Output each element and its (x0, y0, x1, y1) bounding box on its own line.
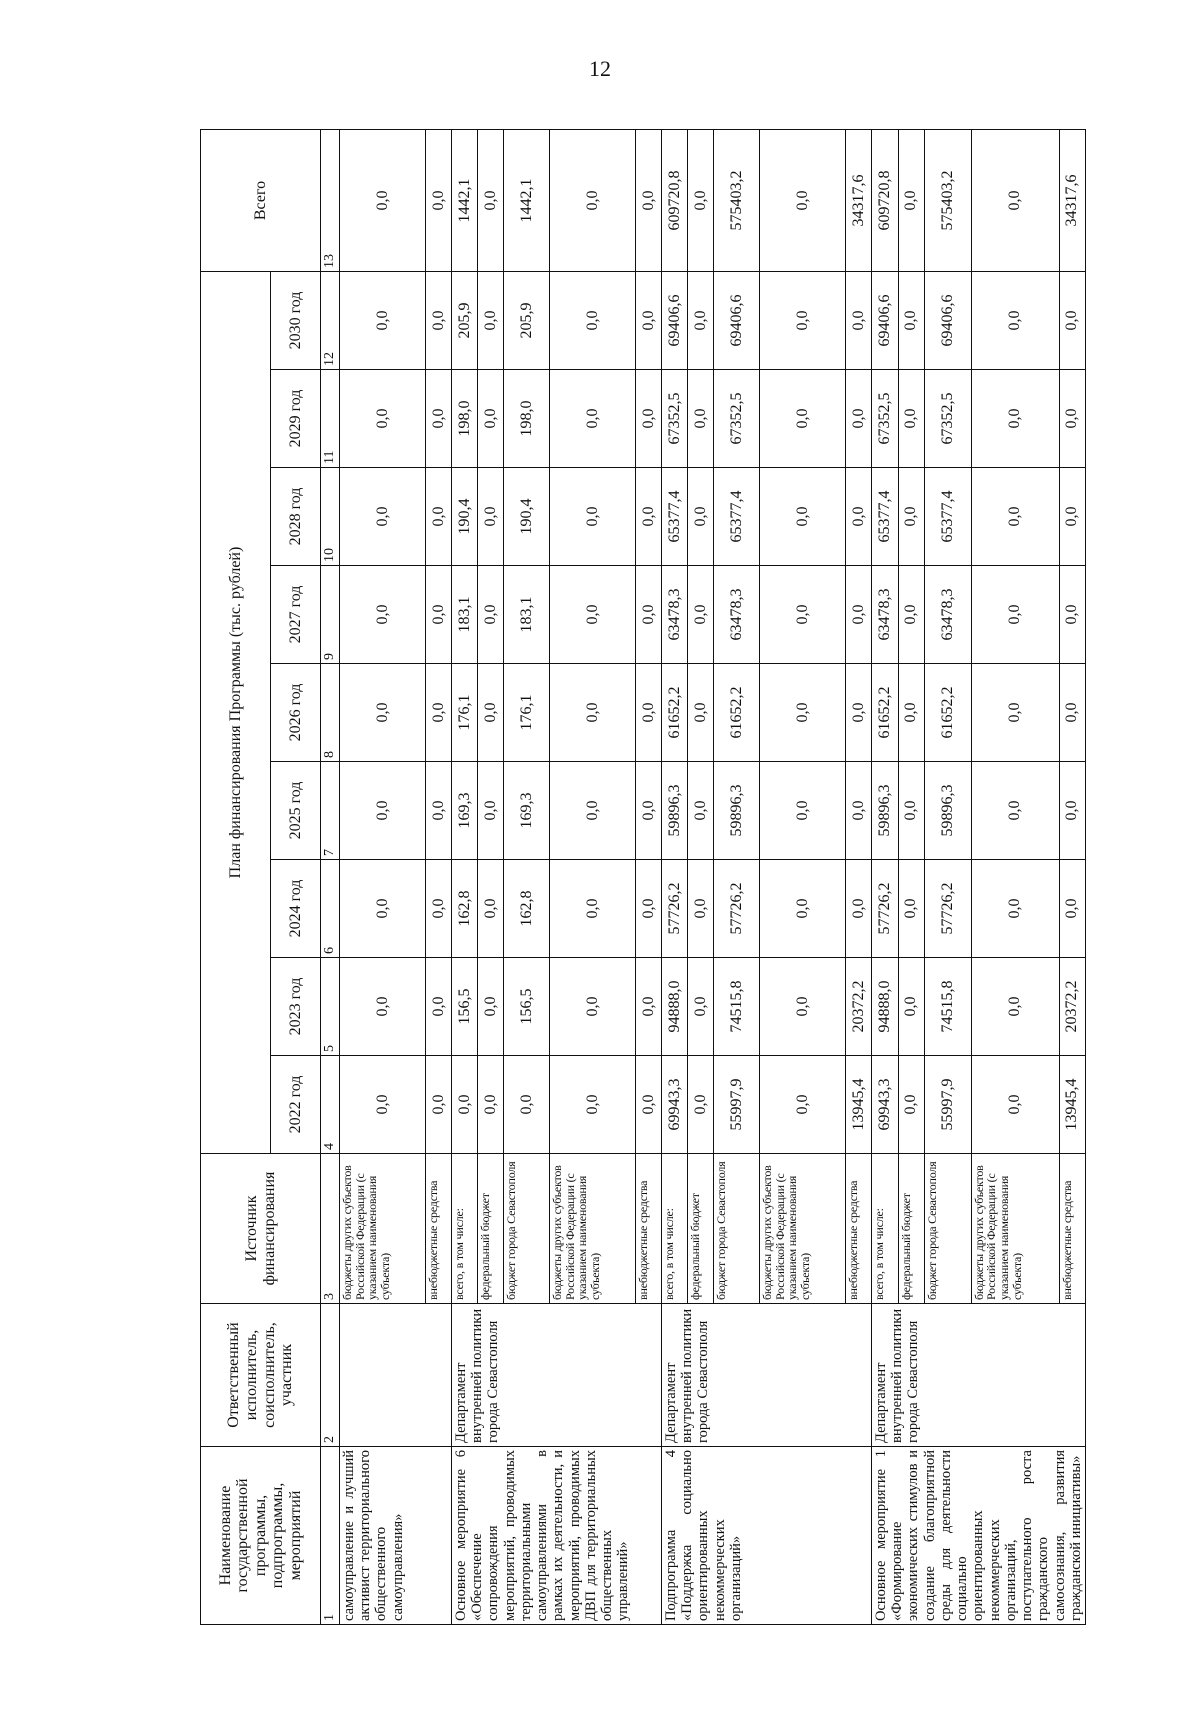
year-value-cell: 0,0 (688, 762, 714, 860)
program-name-cell: Основное мероприятие 6 «Обеспечение сопровождения мероприятий, проводимых территориальными самоуправлениями в рамках их деятельности, и мероприятий, проводимых ДВП для территориальных общественных управлений» (452, 1447, 662, 1625)
year-value-cell: 0,0 (846, 566, 872, 664)
year-value-cell: 0,0 (340, 860, 426, 958)
year-value-cell: 0,0 (478, 468, 504, 566)
total-value-cell: 0,0 (688, 129, 714, 271)
year-value-cell: 198,0 (452, 370, 478, 468)
year-value-cell: 20372,2 (1059, 958, 1086, 1056)
header-year: 2025 год (271, 762, 321, 860)
year-value-cell: 0,0 (550, 1056, 636, 1154)
total-value-cell: 0,0 (971, 129, 1059, 271)
year-value-cell: 0,0 (340, 762, 426, 860)
year-value-cell: 0,0 (478, 370, 504, 468)
year-value-cell: 0,0 (688, 468, 714, 566)
funding-source-cell: федеральный бюджет (688, 1154, 714, 1304)
funding-source-cell: всего, в том числе: (452, 1154, 478, 1304)
year-value-cell: 162,8 (504, 860, 550, 958)
year-value-cell: 0,0 (760, 958, 846, 1056)
column-number: 5 (321, 958, 340, 1056)
year-value-cell: 0,0 (760, 271, 846, 369)
year-value-cell: 0,0 (760, 468, 846, 566)
table-row (452, 129, 478, 1624)
year-value-cell: 65377,4 (714, 468, 760, 566)
year-value-cell: 69943,3 (662, 1056, 688, 1154)
year-value-cell: 0,0 (636, 566, 662, 664)
year-value-cell: 13945,4 (1059, 1056, 1086, 1154)
year-value-cell: 169,3 (504, 762, 550, 860)
year-value-cell: 162,8 (452, 860, 478, 958)
year-value-cell: 0,0 (636, 468, 662, 566)
year-value-cell: 0,0 (478, 762, 504, 860)
year-value-cell: 0,0 (688, 1056, 714, 1154)
year-value-cell: 0,0 (340, 958, 426, 1056)
total-value-cell: 34317,6 (1059, 129, 1086, 271)
year-value-cell: 94888,0 (662, 958, 688, 1056)
year-value-cell: 0,0 (426, 271, 452, 369)
year-value-cell: 0,0 (971, 664, 1059, 762)
year-value-cell: 0,0 (898, 566, 925, 664)
year-value-cell: 0,0 (971, 566, 1059, 664)
total-value-cell: 1442,1 (452, 129, 478, 271)
year-value-cell: 0,0 (898, 664, 925, 762)
year-value-cell: 74515,8 (714, 958, 760, 1056)
year-value-cell: 205,9 (504, 271, 550, 369)
year-value-cell: 69406,6 (925, 271, 972, 369)
year-value-cell: 65377,4 (662, 468, 688, 566)
year-value-cell: 67352,5 (925, 370, 972, 468)
year-value-cell: 0,0 (846, 762, 872, 860)
header-year: 2026 год (271, 664, 321, 762)
year-value-cell: 0,0 (971, 271, 1059, 369)
year-value-cell: 0,0 (1059, 664, 1086, 762)
header-source: Источник финансирования (201, 1154, 321, 1304)
funding-source-cell: федеральный бюджет (898, 1154, 925, 1304)
executor-cell: Департамент внутренней политики города Севастополя (872, 1304, 1086, 1447)
year-value-cell: 0,0 (478, 958, 504, 1056)
year-value-cell: 63478,3 (714, 566, 760, 664)
year-value-cell: 0,0 (760, 370, 846, 468)
year-value-cell: 0,0 (636, 958, 662, 1056)
year-value-cell: 55997,9 (925, 1056, 972, 1154)
year-value-cell: 0,0 (478, 1056, 504, 1154)
year-value-cell: 0,0 (846, 860, 872, 958)
column-number: 6 (321, 860, 340, 958)
year-value-cell: 57726,2 (872, 860, 899, 958)
year-value-cell: 63478,3 (925, 566, 972, 664)
year-value-cell: 0,0 (426, 1056, 452, 1154)
year-value-cell: 0,0 (550, 664, 636, 762)
year-value-cell: 63478,3 (872, 566, 899, 664)
year-value-cell: 183,1 (452, 566, 478, 664)
year-value-cell: 0,0 (971, 958, 1059, 1056)
year-value-cell: 0,0 (636, 860, 662, 958)
total-value-cell: 1442,1 (504, 129, 550, 271)
page-number: 12 (589, 56, 611, 81)
year-value-cell: 69406,6 (872, 271, 899, 369)
year-value-cell: 0,0 (1059, 271, 1086, 369)
year-value-cell: 69406,6 (662, 271, 688, 369)
year-value-cell: 190,4 (504, 468, 550, 566)
funding-source-cell: бюджет города Севастополя (714, 1154, 760, 1304)
table-header (201, 129, 340, 1624)
year-value-cell: 0,0 (1059, 370, 1086, 468)
year-value-cell: 176,1 (452, 664, 478, 762)
year-value-cell: 59896,3 (662, 762, 688, 860)
year-value-cell: 0,0 (971, 370, 1059, 468)
column-number: 4 (321, 1056, 340, 1154)
year-value-cell: 0,0 (1059, 468, 1086, 566)
year-value-cell: 0,0 (550, 566, 636, 664)
year-value-cell: 0,0 (426, 566, 452, 664)
funding-source-cell: внебюджетные средства (1059, 1154, 1086, 1304)
program-name-cell: самоуправление и лучший активист территориального общественного самоуправления» (340, 1447, 452, 1625)
year-value-cell: 0,0 (688, 958, 714, 1056)
column-number: 1 (321, 1447, 340, 1625)
funding-source-cell: бюджеты других субъектов Российской Федерации (с указанием наименования субъекта) (340, 1154, 426, 1304)
year-value-cell: 0,0 (340, 271, 426, 369)
year-value-cell: 0,0 (898, 468, 925, 566)
header-year: 2023 год (271, 958, 321, 1056)
year-value-cell: 0,0 (550, 860, 636, 958)
funding-source-cell: бюджет города Севастополя (504, 1154, 550, 1304)
year-value-cell: 59896,3 (872, 762, 899, 860)
total-value-cell: 575403,2 (714, 129, 760, 271)
header-year: 2024 год (271, 860, 321, 958)
year-value-cell: 0,0 (688, 664, 714, 762)
column-number: 10 (321, 468, 340, 566)
year-value-cell: 0,0 (971, 762, 1059, 860)
header-executor: Ответственный исполнитель, соисполнитель, участник (201, 1304, 321, 1447)
year-value-cell: 0,0 (550, 468, 636, 566)
year-value-cell: 190,4 (452, 468, 478, 566)
header-year: 2028 год (271, 468, 321, 566)
header-total: Всего (201, 129, 321, 271)
year-value-cell: 0,0 (898, 271, 925, 369)
total-value-cell: 0,0 (898, 129, 925, 271)
header-name: Наименование государственной программы, подпрограммы, мероприятий (201, 1447, 321, 1625)
year-value-cell: 0,0 (340, 664, 426, 762)
rotated-table-container (200, 130, 1084, 1625)
year-value-cell: 169,3 (452, 762, 478, 860)
year-value-cell: 0,0 (846, 664, 872, 762)
table-row (872, 129, 899, 1624)
executor-cell (340, 1304, 452, 1447)
year-value-cell: 0,0 (636, 762, 662, 860)
year-value-cell: 183,1 (504, 566, 550, 664)
total-value-cell: 0,0 (478, 129, 504, 271)
total-value-cell: 0,0 (550, 129, 636, 271)
year-value-cell: 176,1 (504, 664, 550, 762)
year-value-cell: 67352,5 (714, 370, 760, 468)
column-number: 8 (321, 664, 340, 762)
funding-source-cell: бюджеты других субъектов Российской Федерации (с указанием наименования субъекта) (760, 1154, 846, 1304)
header-plan-title: План финансирования Программы (тыс. рублей) (201, 271, 271, 1153)
program-name-cell: Подпрограмма 4 «Поддержка социально ориентированных некоммерческих организаций» (662, 1447, 872, 1625)
year-value-cell: 198,0 (504, 370, 550, 468)
year-value-cell: 69406,6 (714, 271, 760, 369)
column-number: 7 (321, 762, 340, 860)
year-value-cell: 65377,4 (925, 468, 972, 566)
executor-cell: Департамент внутренней политики города Севастополя (662, 1304, 872, 1447)
year-value-cell: 0,0 (760, 664, 846, 762)
year-value-cell: 0,0 (426, 860, 452, 958)
funding-source-cell: внебюджетные средства (426, 1154, 452, 1304)
year-value-cell: 61652,2 (714, 664, 760, 762)
financing-plan-table (200, 129, 1086, 1625)
total-value-cell: 0,0 (426, 129, 452, 271)
year-value-cell: 0,0 (452, 1056, 478, 1154)
year-value-cell: 63478,3 (662, 566, 688, 664)
year-value-cell: 0,0 (760, 566, 846, 664)
year-value-cell: 59896,3 (714, 762, 760, 860)
table-row (340, 129, 426, 1624)
total-value-cell: 34317,6 (846, 129, 872, 271)
funding-source-cell: внебюджетные средства (636, 1154, 662, 1304)
year-value-cell: 67352,5 (872, 370, 899, 468)
year-value-cell: 13945,4 (846, 1056, 872, 1154)
column-number: 13 (321, 129, 340, 271)
total-value-cell: 0,0 (760, 129, 846, 271)
year-value-cell: 0,0 (636, 1056, 662, 1154)
year-value-cell: 0,0 (550, 271, 636, 369)
year-value-cell: 0,0 (478, 566, 504, 664)
funding-source-cell: бюджеты других субъектов Российской Федерации (с указанием наименования субъекта) (971, 1154, 1059, 1304)
year-value-cell: 67352,5 (662, 370, 688, 468)
column-number: 3 (321, 1154, 340, 1304)
total-value-cell: 609720,8 (872, 129, 899, 271)
year-value-cell: 61652,2 (872, 664, 899, 762)
year-value-cell: 0,0 (478, 860, 504, 958)
year-value-cell: 0,0 (504, 1056, 550, 1154)
year-value-cell: 94888,0 (872, 958, 899, 1056)
funding-source-cell: федеральный бюджет (478, 1154, 504, 1304)
total-value-cell: 0,0 (340, 129, 426, 271)
program-name-cell: Основное мероприятие 1 «Формирование экономических стимулов и создание благоприятной среды для деятельности социально ориентированных некоммерческих организаций, поступательного роста гражданского самосознания, развития гражданской инициативы» (872, 1447, 1086, 1625)
year-value-cell: 0,0 (898, 958, 925, 1056)
funding-source-cell: внебюджетные средства (846, 1154, 872, 1304)
total-value-cell: 0,0 (636, 129, 662, 271)
year-value-cell: 0,0 (426, 370, 452, 468)
year-value-cell: 69943,3 (872, 1056, 899, 1154)
year-value-cell: 57726,2 (925, 860, 972, 958)
table-row (662, 129, 688, 1624)
year-value-cell: 0,0 (426, 958, 452, 1056)
executor-cell: Департамент внутренней политики города Севастополя (452, 1304, 662, 1447)
year-value-cell: 0,0 (426, 468, 452, 566)
year-value-cell: 0,0 (760, 762, 846, 860)
year-value-cell: 61652,2 (925, 664, 972, 762)
year-value-cell: 0,0 (898, 762, 925, 860)
year-value-cell: 0,0 (898, 860, 925, 958)
year-value-cell: 65377,4 (872, 468, 899, 566)
year-value-cell: 0,0 (550, 958, 636, 1056)
year-value-cell: 0,0 (688, 370, 714, 468)
header-year: 2022 год (271, 1056, 321, 1154)
year-value-cell: 156,5 (452, 958, 478, 1056)
year-value-cell: 0,0 (478, 271, 504, 369)
year-value-cell: 0,0 (688, 271, 714, 369)
funding-source-cell: бюджет города Севастополя (925, 1154, 972, 1304)
total-value-cell: 575403,2 (925, 129, 972, 271)
year-value-cell: 0,0 (1059, 566, 1086, 664)
year-value-cell: 57726,2 (714, 860, 760, 958)
year-value-cell: 0,0 (478, 664, 504, 762)
column-number: 9 (321, 566, 340, 664)
header-year: 2027 год (271, 566, 321, 664)
column-number: 2 (321, 1304, 340, 1447)
year-value-cell: 205,9 (452, 271, 478, 369)
year-value-cell: 0,0 (971, 860, 1059, 958)
table-body (340, 129, 1086, 1624)
year-value-cell: 0,0 (846, 468, 872, 566)
year-value-cell: 0,0 (898, 370, 925, 468)
year-value-cell: 0,0 (846, 370, 872, 468)
year-value-cell: 156,5 (504, 958, 550, 1056)
funding-source-cell: бюджеты других субъектов Российской Федерации (с указанием наименования субъекта) (550, 1154, 636, 1304)
year-value-cell: 0,0 (760, 860, 846, 958)
year-value-cell: 0,0 (340, 566, 426, 664)
year-value-cell: 20372,2 (846, 958, 872, 1056)
year-value-cell: 0,0 (340, 1056, 426, 1154)
year-value-cell: 61652,2 (662, 664, 688, 762)
year-value-cell: 0,0 (971, 1056, 1059, 1154)
year-value-cell: 0,0 (426, 664, 452, 762)
funding-source-cell: всего, в том числе: (872, 1154, 899, 1304)
year-value-cell: 57726,2 (662, 860, 688, 958)
funding-source-cell: всего, в том числе: (662, 1154, 688, 1304)
column-number: 11 (321, 370, 340, 468)
year-value-cell: 0,0 (971, 468, 1059, 566)
header-year: 2029 год (271, 370, 321, 468)
year-value-cell: 0,0 (688, 566, 714, 664)
year-value-cell: 0,0 (1059, 762, 1086, 860)
year-value-cell: 0,0 (898, 1056, 925, 1154)
year-value-cell: 0,0 (550, 370, 636, 468)
header-year: 2030 год (271, 271, 321, 369)
year-value-cell: 0,0 (846, 271, 872, 369)
year-value-cell: 59896,3 (925, 762, 972, 860)
year-value-cell: 0,0 (1059, 860, 1086, 958)
year-value-cell: 0,0 (340, 468, 426, 566)
year-value-cell: 0,0 (550, 762, 636, 860)
year-value-cell: 0,0 (760, 1056, 846, 1154)
total-value-cell: 609720,8 (662, 129, 688, 271)
year-value-cell: 55997,9 (714, 1056, 760, 1154)
year-value-cell: 0,0 (636, 370, 662, 468)
year-value-cell: 74515,8 (925, 958, 972, 1056)
year-value-cell: 0,0 (636, 664, 662, 762)
column-number: 12 (321, 271, 340, 369)
year-value-cell: 0,0 (340, 370, 426, 468)
year-value-cell: 0,0 (426, 762, 452, 860)
year-value-cell: 0,0 (636, 271, 662, 369)
year-value-cell: 0,0 (688, 860, 714, 958)
